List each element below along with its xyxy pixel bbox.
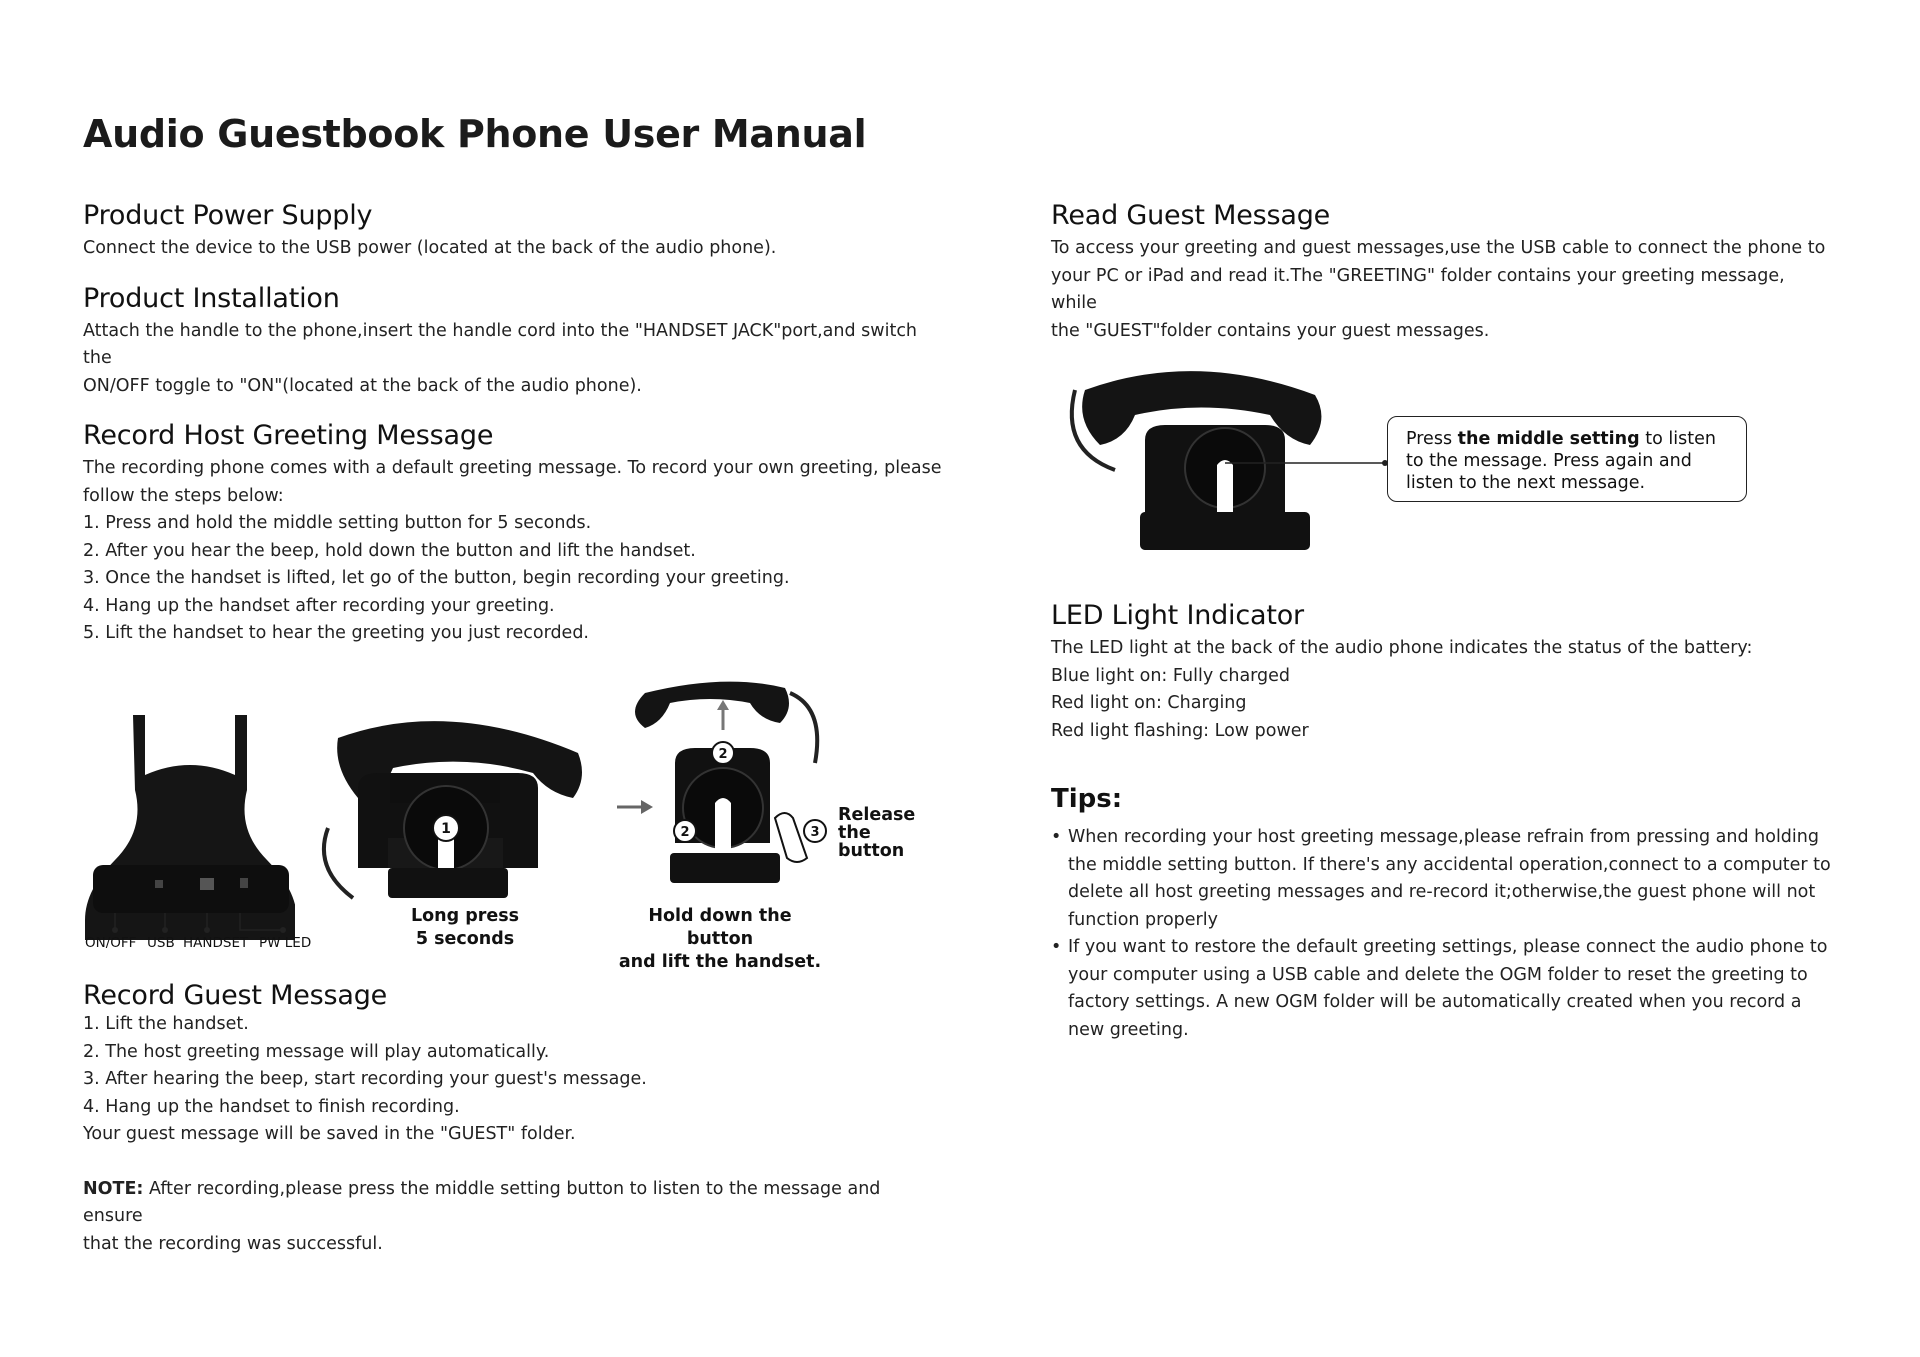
read-line: the "GUEST"folder contains your guest messages. xyxy=(1051,320,1490,341)
release-label xyxy=(838,806,915,860)
left-column xyxy=(83,200,943,648)
guest-step: 2. The host greeting message will play automatically. xyxy=(83,1041,550,1062)
install-heading: Product Installation xyxy=(83,282,340,314)
release-line: button xyxy=(838,841,905,861)
release-line: Release xyxy=(838,805,916,825)
host-step: 2. After you hear the beep, hold down the button and lift the handset. xyxy=(83,540,696,561)
caption-line: 5 seconds xyxy=(415,929,515,949)
guest-step: 3. After hearing the beep, start recording your guest's message. xyxy=(83,1069,647,1089)
tip-item: • If you want to restore the default greeting settings, please connect the audio phone to your computer using a USB cable and delete the OGM folder to reset the greeting to factory settings. A new OGM folder will be automatically created when you record a new greeting. xyxy=(1051,934,1831,1044)
port-label-onoff: ON/OFF xyxy=(85,935,137,951)
badge-3: 3 xyxy=(810,825,820,840)
read-line: your PC or iPad and read it.The "GREETING" folder contains your greeting message, while xyxy=(1051,265,1785,313)
guest-step: 1. Lift the handset. xyxy=(83,1014,249,1034)
note-line-2: that the recording was successful. xyxy=(83,1233,383,1254)
release-line: the xyxy=(838,823,871,843)
led-section xyxy=(1051,600,1831,745)
callout-pre: Press xyxy=(1406,429,1458,449)
tip-item: • When recording your host greeting message,please refrain from pressing and holding the middle setting button. If there's any accidental operation,connect to a computer to delete all host greeting messages and re-record it;otherwise,the guest phone will not function properly xyxy=(1051,824,1831,934)
led-line: Red light flashing: Low power xyxy=(1051,720,1309,741)
callout-bold: the middle setting xyxy=(1457,429,1640,449)
page-title: Audio Guestbook Phone User Manual xyxy=(83,112,867,156)
led-heading: LED Light Indicator xyxy=(1051,600,1304,631)
badge-1: 1 xyxy=(441,821,451,837)
note-line xyxy=(83,1176,943,1231)
led-line: Blue light on: Fully charged xyxy=(1051,665,1291,686)
port-label-usb: USB xyxy=(147,935,175,951)
callout-post: to listen to the message. Press again and listen to the next message. xyxy=(1406,429,1716,493)
badge-2-side: 2 xyxy=(680,825,690,840)
tips-heading: Tips: xyxy=(1051,784,1123,814)
caption-line: Hold down the button xyxy=(648,906,792,949)
host-step: 5. Lift the handset to hear the greeting you just recorded. xyxy=(83,623,589,643)
power-heading: Product Power Supply xyxy=(83,200,373,231)
phone-base-back-image xyxy=(85,705,295,940)
read-line: To access your greeting and guest messages,use the USB cable to connect the phone to xyxy=(1051,238,1826,258)
note-text: After recording,please press the middle setting button to listen to the message and ensure xyxy=(83,1178,881,1226)
phone-read-message-image xyxy=(1055,360,1400,560)
caption-hold-down xyxy=(615,905,825,974)
guest-heading: Record Guest Message xyxy=(83,980,388,1011)
caption-line: Long press xyxy=(410,906,520,926)
tips-section xyxy=(1051,784,1831,1044)
guest-section xyxy=(83,980,943,1258)
install-line: Attach the handle to the phone,insert the handle cord into the "HANDSET JACK"port,and switch the xyxy=(83,320,918,368)
host-step: 1. Press and hold the middle setting button for 5 seconds. xyxy=(83,513,592,533)
guest-step: 4. Hang up the handset to finish recording. xyxy=(83,1096,460,1117)
middle-setting-callout xyxy=(1387,416,1747,502)
port-label-handset: HANDSET xyxy=(183,935,249,951)
right-column xyxy=(1051,200,1831,345)
host-step: 3. Once the handset is lifted, let go of the button, begin recording your greeting. xyxy=(83,568,790,588)
phone-front-image xyxy=(318,718,593,908)
host-step: 4. Hang up the handset after recording your greeting. xyxy=(83,595,555,616)
port-label-pw-led: PW LED xyxy=(259,935,312,951)
install-line: ON/OFF toggle to "ON"(located at the back of the audio phone). xyxy=(83,375,642,396)
badge-2-top: 2 xyxy=(718,747,728,762)
host-intro: follow the steps below: xyxy=(83,485,284,506)
led-line: Red light on: Charging xyxy=(1051,693,1247,713)
host-heading: Record Host Greeting Message xyxy=(83,420,494,451)
power-text: Connect the device to the USB power (located at the back of the audio phone). xyxy=(83,238,777,258)
read-heading: Read Guest Message xyxy=(1051,200,1331,231)
phone-lift-handset-image xyxy=(615,668,875,900)
note-label: NOTE: xyxy=(83,1178,144,1199)
tips-list xyxy=(1051,824,1831,1044)
guest-step: Your guest message will be saved in the "GUEST" folder. xyxy=(83,1124,576,1144)
caption-line: and lift the handset. xyxy=(618,952,822,972)
host-intro: The recording phone comes with a default greeting message. To record your own greeting, please xyxy=(83,458,942,478)
caption-long-press xyxy=(390,905,540,951)
led-line: The LED light at the back of the audio phone indicates the status of the battery: xyxy=(1051,638,1753,658)
